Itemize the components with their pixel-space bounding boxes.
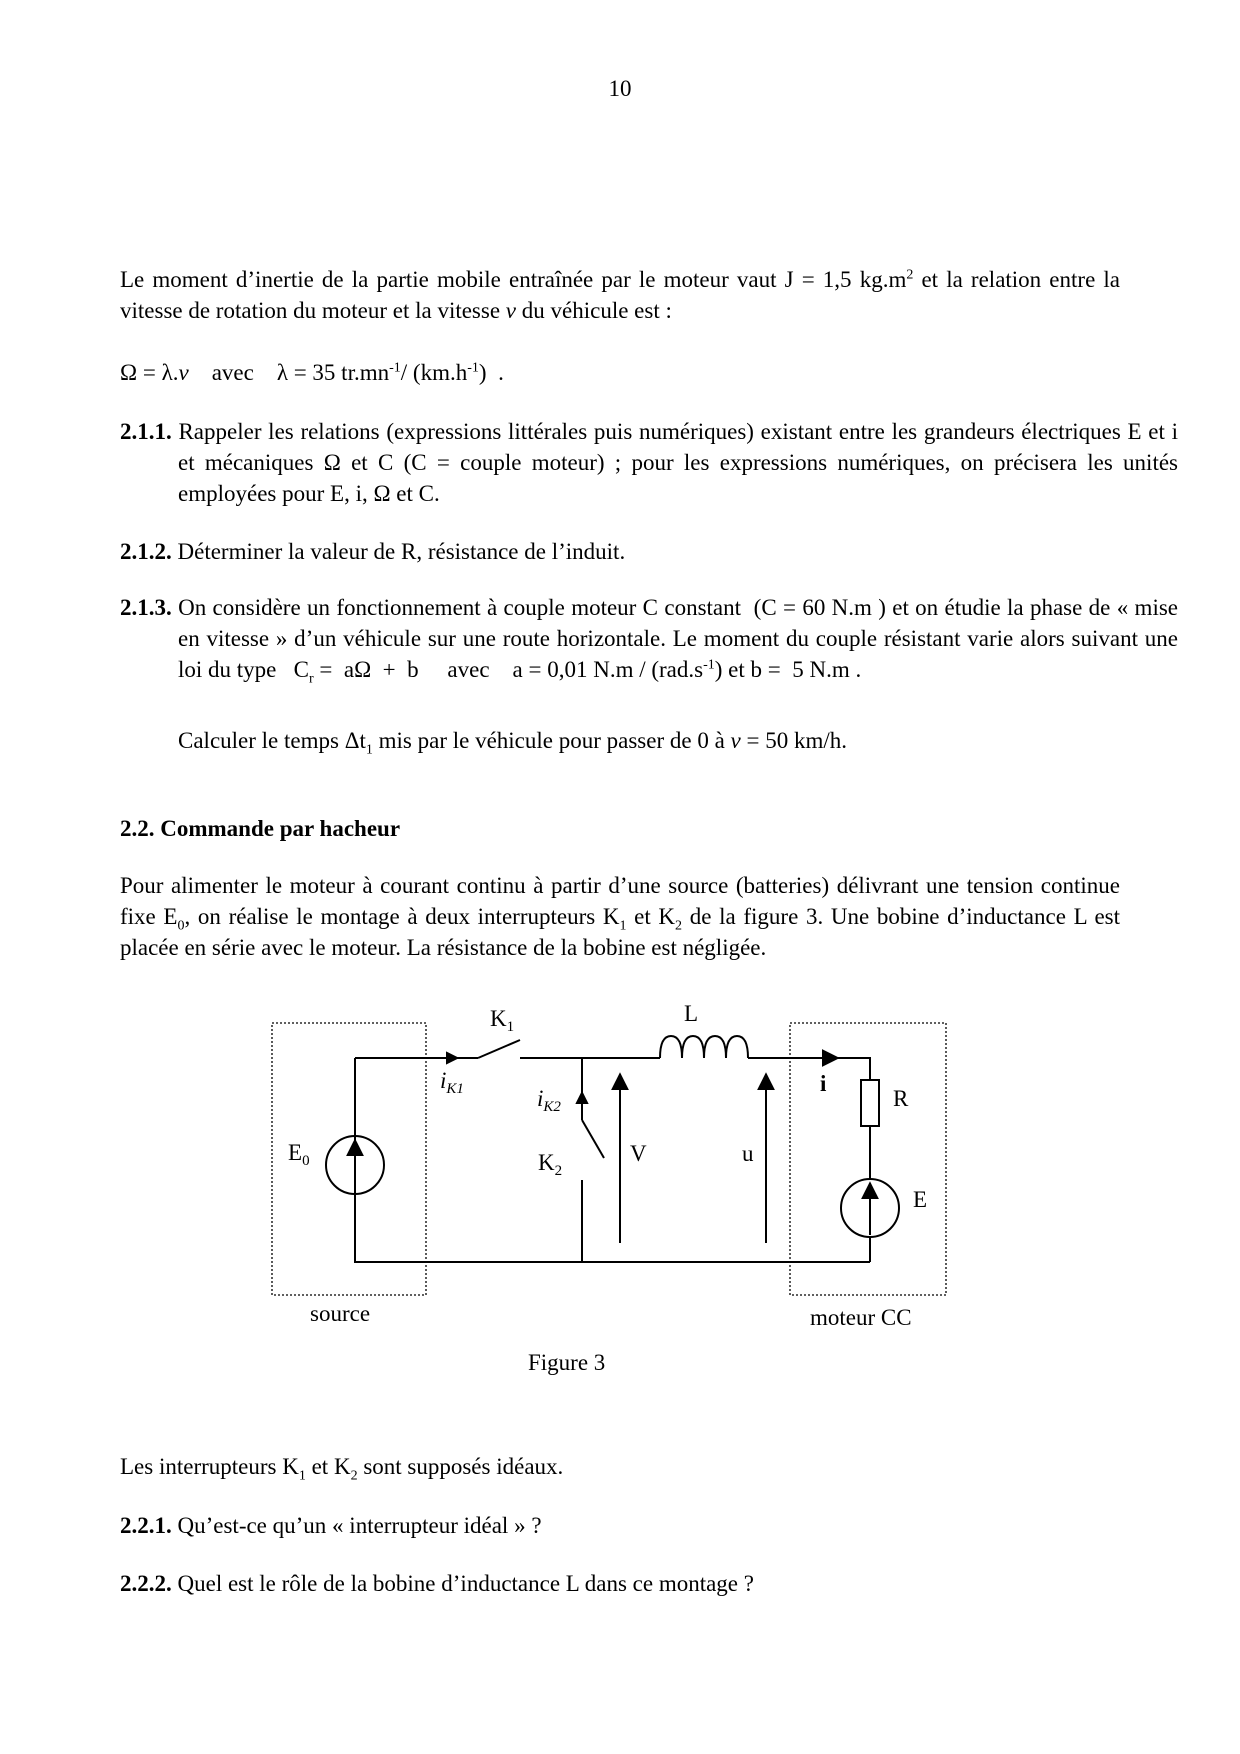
question-text: Quel est le rôle de la bobine d’inductance L dans ce montage ? xyxy=(171,1571,754,1596)
label-e: E xyxy=(913,1187,928,1212)
wire-left-bottom xyxy=(355,1058,870,1262)
question-2-1-3-calc xyxy=(178,725,1120,756)
resistor-r xyxy=(861,1080,879,1126)
source-box xyxy=(272,1023,426,1295)
calc-text-a: Calculer le temps Δt xyxy=(178,728,366,753)
para-text-a: Pour alimenter le moteur à courant continu à partir d’une source (batteries) délivrant une tension continue fixe E xyxy=(120,873,1120,929)
inductor-l xyxy=(660,1036,748,1058)
section-title-2-2: 2.2. Commande par hacheur xyxy=(120,816,401,841)
question-text-a: On considère un fonctionnement à couple moteur C constant (C = 60 N.m ) et on étudie la phase de « mise en vitesse » d’un véhicule sur une route horizontale. Le moment du couple résistant varie alors suivant une loi du type C xyxy=(171,595,1184,682)
assump-text-c: sont supposés idéaux. xyxy=(357,1454,564,1479)
label-r: R xyxy=(893,1086,909,1111)
para-text-b: , on réalise le montage à deux interrupteurs K xyxy=(184,904,620,929)
assumption-paragraph xyxy=(120,1451,1120,1482)
question-text: Déterminer la valeur de R, résistance de l’induit. xyxy=(171,539,626,564)
e0-source xyxy=(326,1136,384,1194)
question-text-b: = aΩ + b avec a = 0,01 N.m / (rad.s xyxy=(313,657,704,682)
question-number: 2.2.2. xyxy=(120,1571,172,1596)
question-number: 2.1.1. xyxy=(120,419,172,444)
calc-sub: 1 xyxy=(365,742,373,758)
question-2-1-3 xyxy=(120,592,1184,687)
label-moteur: moteur CC xyxy=(810,1305,912,1330)
para-sub0: 0 xyxy=(177,918,185,934)
motor-box xyxy=(790,1023,946,1295)
label-ik1: $i_{K1}$ xyxy=(440,1068,464,1097)
question-2-1-2 xyxy=(120,536,1120,567)
assump-sub2: 2 xyxy=(350,1468,358,1484)
label-k2: $K_2$ xyxy=(538,1150,563,1179)
intro-text-1: Le moment d’inertie de la partie mobile entraînée par le moteur vaut J = 1,5 kg.m xyxy=(120,267,907,292)
question-2-1-1 xyxy=(120,416,1178,509)
question-2-2-2 xyxy=(120,1568,1120,1599)
label-u: u xyxy=(742,1141,754,1166)
calc-v: v xyxy=(730,728,741,753)
calc-text-c: = 50 km/h. xyxy=(740,728,848,753)
figure-caption: Figure 3 xyxy=(528,1350,606,1375)
question-text: Qu’est-ce qu’un « interrupteur idéal » ? xyxy=(171,1513,542,1538)
calc-text-b: mis par le véhicule pour passer de 0 à xyxy=(372,728,731,753)
intro-text-2: et la relation entre la vitesse de rotation du moteur et la vitesse xyxy=(120,267,1121,323)
para-text-d: de la figure 3. Une bobine d’inductance L est placée en série avec le moteur. La résistance de la bobine est négligée. xyxy=(120,904,1120,960)
page-number: 10 xyxy=(608,76,632,101)
switch-k2 xyxy=(582,1120,604,1158)
formula-sup1: -1 xyxy=(389,360,401,376)
assump-text-b: et K xyxy=(305,1454,351,1479)
label-l: L xyxy=(684,1001,699,1026)
intro-v: v xyxy=(505,298,517,323)
label-ik2: $i_{K2}$ xyxy=(537,1086,561,1115)
para-sub1: 1 xyxy=(619,918,627,934)
formula-omega xyxy=(120,357,1120,388)
paragraph-2-2 xyxy=(120,870,1120,963)
rad-sup: -1 xyxy=(703,657,715,673)
question-2-2-1 xyxy=(120,1510,1120,1541)
label-e0: $E_0$ xyxy=(288,1140,310,1169)
para-sub2: 2 xyxy=(675,918,683,934)
question-number: 2.1.3. xyxy=(120,595,172,620)
question-text: Rappeler les relations (expressions littérales puis numériques) existant entre les grandeurs électriques E et i et mécaniques Ω et C (C = couple moteur) ; pour les expressions numériques, on précisera les unités employées pour E, i, Ω et C. xyxy=(171,419,1178,506)
formula-end: ) . xyxy=(478,360,504,385)
label-source: source xyxy=(310,1301,371,1326)
assump-sub1: 1 xyxy=(298,1468,306,1484)
question-number: 2.2.1. xyxy=(120,1513,172,1538)
intro-text-3: du véhicule est : xyxy=(516,298,672,323)
label-v: V xyxy=(630,1141,647,1166)
formula-sup2: -1 xyxy=(467,360,479,376)
motor-emf-source xyxy=(841,1179,899,1237)
label-k1: $K_1$ xyxy=(490,1006,515,1035)
question-number: 2.1.2. xyxy=(120,539,172,564)
wire-l-r xyxy=(748,1058,870,1080)
formula-omega-text: Ω = λ. xyxy=(120,360,179,385)
cr-sub: r xyxy=(308,671,314,687)
label-i: i xyxy=(820,1071,827,1096)
switch-k1 xyxy=(478,1040,520,1058)
intro-paragraph xyxy=(120,264,1120,326)
assump-text-a: Les interrupteurs K xyxy=(120,1454,299,1479)
intro-sup: 2 xyxy=(906,267,914,283)
question-text-c: ) et b = 5 N.m . xyxy=(714,657,862,682)
formula-mid: / (km.h xyxy=(400,360,468,385)
para-text-c: et K xyxy=(626,904,676,929)
formula-avec: avec λ = 35 tr.mn xyxy=(188,360,390,385)
formula-v: v xyxy=(178,360,189,385)
